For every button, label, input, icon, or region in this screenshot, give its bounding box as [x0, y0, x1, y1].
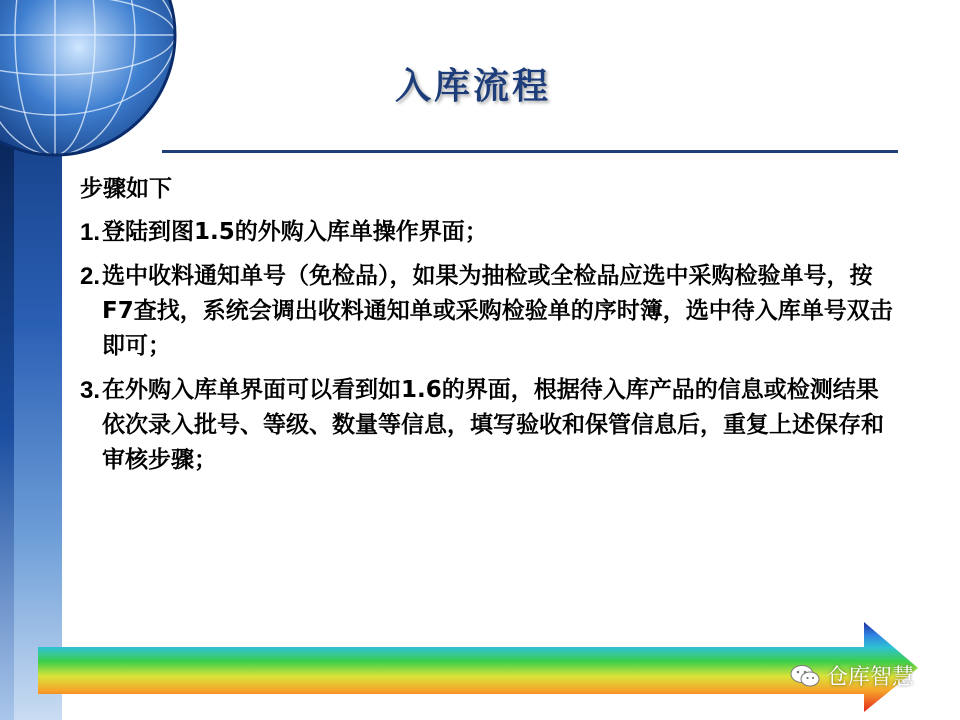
rainbow-arrow	[38, 622, 918, 712]
watermark-text: 仓库智慧	[826, 665, 915, 690]
page-number	[738, 678, 772, 698]
step-text: 在外购入库单界面可以看到如1.6的界面，根据待入库产品的信息或检测结果依次录入批号、等级、数量等信息，填写验收和保管信息后，重复上述保存和审核步骤；	[102, 377, 884, 473]
slide-title: 入库流程	[395, 66, 552, 107]
step-item	[80, 373, 900, 478]
step-number: 1.	[80, 219, 101, 246]
watermark	[790, 660, 914, 691]
step-number: 3.	[80, 377, 101, 404]
intro-text: 步骤如下	[80, 176, 172, 202]
step-item	[80, 259, 900, 364]
title-divider	[162, 150, 898, 153]
step-text: 登陆到图1.5的外购入库单操作界面；	[102, 219, 488, 245]
step-number: 2.	[80, 263, 101, 290]
slide-content	[80, 172, 900, 487]
globe-icon	[0, 0, 180, 160]
step-item	[80, 215, 900, 250]
wechat-icon	[790, 664, 820, 688]
step-text: 选中收料通知单号（免检品），如果为抽检或全检品应选中采购检验单号，按F7查找，系统会调出收料通知单或采购检验单的序时簿，选中待入库单号双击即可；	[102, 263, 893, 359]
